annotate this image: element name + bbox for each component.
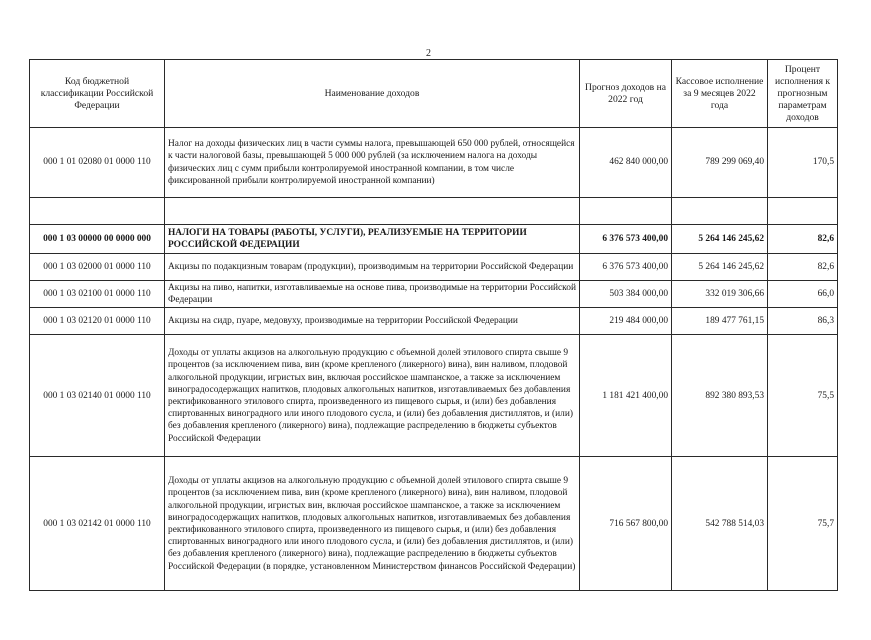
- row-code: 000 1 03 02140 01 0000 110: [30, 335, 165, 457]
- row-cash: 332 019 306,66: [672, 281, 768, 308]
- row-percent: 75,7: [768, 457, 838, 591]
- row-percent: 82,6: [768, 225, 838, 254]
- row-code: 000 1 03 02000 01 0000 110: [30, 254, 165, 281]
- header-code: Код бюджетной классификации Российской Федерации: [30, 60, 165, 128]
- row-percent: 86,3: [768, 308, 838, 335]
- row-forecast: 503 384 000,00: [580, 281, 672, 308]
- row-forecast: 462 840 000,00: [580, 128, 672, 198]
- table-row: [30, 281, 838, 308]
- header-forecast: Прогноз доходов на 2022 год: [580, 60, 672, 128]
- row-cash: 789 299 069,40: [672, 128, 768, 198]
- row-percent: 75,5: [768, 335, 838, 457]
- header-name: Наименование доходов: [165, 60, 580, 128]
- row-forecast: 219 484 000,00: [580, 308, 672, 335]
- row-name: НАЛОГИ НА ТОВАРЫ (РАБОТЫ, УСЛУГИ), РЕАЛИЗУЕМЫЕ НА ТЕРРИТОРИИ РОССИЙСКОЙ ФЕДЕРАЦИИ: [165, 225, 580, 254]
- row-name: Акцизы на сидр, пуаре, медовуху, производимые на территории Российской Федерации: [165, 308, 580, 335]
- row-name: Доходы от уплаты акцизов на алкогольную продукцию с объемной долей этилового спирта свыше 9 процентов (за исключением пива, вин (кроме крепленого (ликерного) вина), вин наливом, плодовой алкогольной продукции, игристых вин, включая российское шампанское, а также за исключением виноградосодержащих напитков, плодовых алкогольных напитков, изготавливаемых без добавления ректификованного этилового спирта, произведенного из пищевого сырья, и (или) без добавления спиртованных виноградного или иного плодового сусла, и (или) без добавления дистиллятов, и (или) без добавления крепленого (ликерного) вина), подлежащие распределению в бюджеты субъектов Российской Федерации (в порядке, установленном Министерством финансов Российской Федерации): [165, 457, 580, 591]
- row-name: Акцизы по подакцизным товарам (продукции), производимым на территории Российской Федерации: [165, 254, 580, 281]
- table-row: [30, 254, 838, 281]
- row-cash: 189 477 761,15: [672, 308, 768, 335]
- row-code: 000 1 03 02120 01 0000 110: [30, 308, 165, 335]
- row-percent: 66,0: [768, 281, 838, 308]
- header-cash: Кассовое исполнение за 9 месяцев 2022 года: [672, 60, 768, 128]
- row-name: Акцизы на пиво, напитки, изготавливаемые на основе пива, производимые на территории Российской Федерации: [165, 281, 580, 308]
- page-number: 2: [426, 48, 431, 59]
- row-cash: 5 264 146 245,62: [672, 225, 768, 254]
- row-cash: 542 788 514,03: [672, 457, 768, 591]
- row-name: Налог на доходы физических лиц в части суммы налога, превышающей 650 000 рублей, относящейся к части налоговой базы, превышающей 5 000 000 рублей (за исключением налога на доходы физических лиц с сумм прибыли контролируемой иностранной компании, в том числе фиксированной прибыли контролируемой иностранной компании): [165, 128, 580, 198]
- row-code: 000 1 01 02080 01 0000 110: [30, 128, 165, 198]
- table-row-blank: [30, 198, 838, 225]
- table-row: [30, 225, 838, 254]
- row-cash: 5 264 146 245,62: [672, 254, 768, 281]
- row-code: 000 1 03 00000 00 0000 000: [30, 225, 165, 254]
- table-row: [30, 457, 838, 591]
- row-percent: 170,5: [768, 128, 838, 198]
- row-name: Доходы от уплаты акцизов на алкогольную продукцию с объемной долей этилового спирта свыше 9 процентов (за исключением пива, вин (кроме крепленого (ликерного) вина), вин наливом, плодовой алкогольной продукции, игристых вин, включая российское шампанское, а также за исключением виноградосодержащих напитков, плодовых алкогольных напитков, изготавливаемых без добавления ректификованного этилового спирта, произведенного из пищевого сырья, и (или) без добавления спиртованных виноградного или иного плодового сусла, и (или) без добавления дистиллятов, и (или) без добавления крепленого (ликерного) вина), подлежащие распределению в бюджеты субъектов Российской Федерации: [165, 335, 580, 457]
- row-forecast: 6 376 573 400,00: [580, 225, 672, 254]
- row-forecast: 1 181 421 400,00: [580, 335, 672, 457]
- row-forecast: 716 567 800,00: [580, 457, 672, 591]
- row-code: 000 1 03 02142 01 0000 110: [30, 457, 165, 591]
- table-row: [30, 308, 838, 335]
- row-code: 000 1 03 02100 01 0000 110: [30, 281, 165, 308]
- table-row: [30, 128, 838, 198]
- row-percent: 82,6: [768, 254, 838, 281]
- header-percent: Процент исполнения к прогнозным параметрам доходов: [768, 60, 838, 128]
- row-cash: 892 380 893,53: [672, 335, 768, 457]
- revenue-table: [29, 59, 838, 591]
- row-forecast: 6 376 573 400,00: [580, 254, 672, 281]
- table-row: [30, 335, 838, 457]
- table-header-row: [30, 60, 838, 128]
